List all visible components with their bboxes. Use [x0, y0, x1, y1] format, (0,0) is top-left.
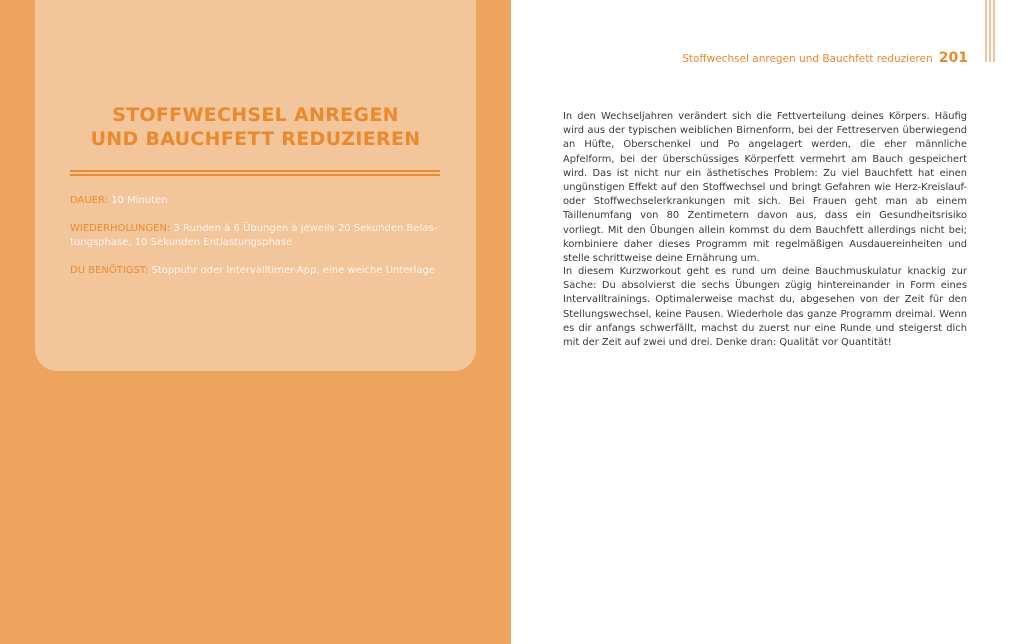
detail-duration-label: DAUER: [70, 195, 109, 206]
body-paragraph-1-text: In den Wechseljahren verändert sich die Fettverteilung deines Körpers. Häufig wird aus der typischen weiblichen Birnenform, bei der Fettreserven überwiegend an Hüfte, Oberschenkel und Po angelagert werden, die eher männliche Apfelform, bei der überschüssiges Körperfett vermehrt am Bauch gespeichert wird. Das ist nicht nur ein ästhetisches Problem: Zu viel Bauchfett hat einen ungünstigen Effekt auf den Stoffwechsel und bringt Gefahren wie Herz-Kreislauf- oder Stoffwechselerkrankungen mit sich. Bei Frauen geht man ab einem Taillenumfang von 80 Zentimetern davon aus, dass ein Gesundheitsrisiko vorliegt. Mit den Übungen allein kommst du dem Bauchfett allerdings nicht bei; kombiniere daher dieses Programm mit regelmäßigen Ausdauereinheiten und stelle schrittweise deine Ernährung um. [563, 111, 967, 265]
body-paragraph-2-text: In diesem Kurzworkout geht es rund um deine Bauchmuskulatur knackig zur Sache: Du absolvierst die sechs Übungen zügig hintereinander in Form eines Intervalltrainings. Optimalerweise machst du, abgesehen von der Zeit für den Stellungswechsel, keine Pausen. Wiederhole das ganze Programm dreimal. Wenn es dir anfangs schwerfällt, machst du zuerst nur eine Runde und steigerst dich mit der Zeit auf zwei und drei. Denke dran: Qualität vor Quantität! [563, 266, 967, 349]
right-page [511, 0, 1020, 644]
body-paragraph-2 [563, 265, 967, 350]
section-title-line-1: STOFFWECHSEL ANREGEN [112, 104, 399, 126]
detail-repetitions-value: 3 Runden à 6 Übungen à jeweils 20 Sekunden Belastungsphase, 10 Sekunden Entlastungsphase [70, 223, 438, 249]
title-rule-bottom [70, 174, 440, 176]
title-rule-top [70, 170, 440, 172]
page-edge-bar-2 [989, 0, 991, 62]
section-title-line-2: UND BAUCHFETT REDUZIEREN [90, 128, 421, 150]
detail-repetitions-label: WIEDERHOLUNGEN: [70, 223, 171, 234]
detail-equipment-label: DU BENÖTIGST: [70, 265, 149, 276]
info-panel [35, 0, 476, 371]
running-header [682, 50, 968, 67]
detail-duration [70, 194, 442, 208]
page-edge-bar-1 [985, 0, 987, 62]
page-number: 201 [938, 50, 968, 66]
page-edge-bar-3 [993, 0, 995, 62]
detail-repetitions [70, 222, 442, 251]
detail-duration-value: 10 Minuten [108, 195, 168, 206]
body-paragraph-1 [563, 110, 967, 266]
detail-equipment-value: Stoppuhr oder Intervalltimer-App, eine weiche Unterlage [148, 265, 435, 276]
running-header-title: Stoffwechsel anregen und Bauchfett reduzieren [682, 53, 933, 65]
detail-equipment [70, 264, 442, 278]
section-title [35, 103, 476, 151]
